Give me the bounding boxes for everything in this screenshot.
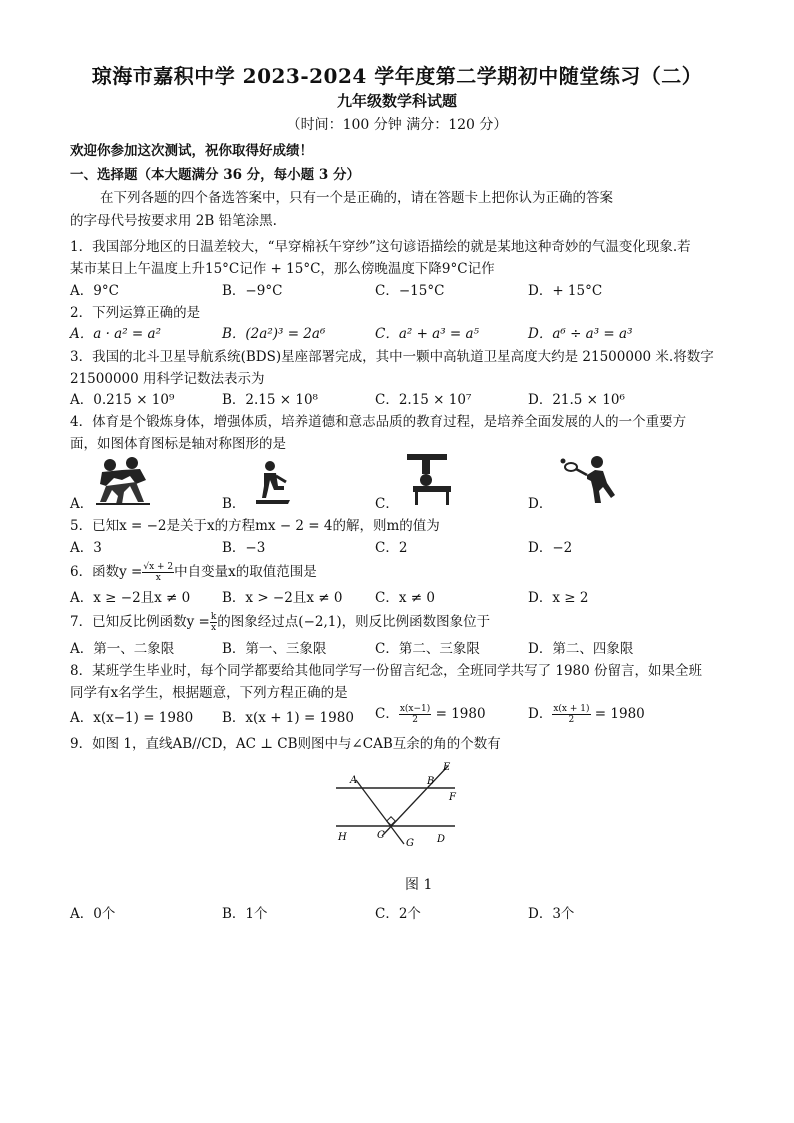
q9-option-a: A．0个 (70, 906, 116, 922)
q2-option-b: B．(2a²)³ = 2a⁶ (222, 326, 326, 342)
q1-stem-2: 某市某日上午温度上升15°C记作 + 15°C，那么傍晚温度下降9°C记作 (70, 261, 495, 277)
q1-stem-1: 1．我国部分地区的日温差较大，“早穿棉袄午穿纱”这句谚语描绘的就是某地这种奇妙的气温变化现象.若 (70, 239, 691, 255)
skiing-icon (252, 460, 292, 506)
q6-stem (70, 560, 317, 583)
label-g: G (406, 838, 414, 849)
welcome-line: 欢迎你参加这次测试，祝你取得好成绩！ (70, 143, 313, 159)
q3-option-b: B．2.15 × 10⁸ (222, 392, 318, 408)
q6-option-b: B．x > −2且x ≠ 0 (222, 590, 343, 606)
q5-option-a: A．3 (70, 540, 102, 556)
q1-option-a: A．9°C (70, 283, 119, 299)
q2-option-a: A．a · a² = a² (70, 326, 161, 342)
q8-option-b: B．x(x + 1) = 1980 (222, 710, 354, 726)
q5-option-b: B．−3 (222, 540, 266, 556)
q7-fraction-den: x (211, 623, 217, 633)
q3-option-a: A．0.215 × 10⁹ (70, 392, 175, 408)
q8-option-c-fraction (399, 704, 431, 725)
q8-option-d-num: x(x + 1) (553, 704, 590, 714)
exam-title: 琼海市嘉积中学 2023-2024 学年度第二学期初中随堂练习（二） (91, 64, 703, 88)
q8-stem-2: 同学有x名学生，根据题意，下列方程正确的是 (70, 685, 348, 701)
exam-subtitle: 九年级数学科试题 (336, 92, 457, 110)
q8-option-d-fraction (552, 704, 590, 725)
q6-option-c: C．x ≠ 0 (375, 590, 435, 606)
label-c: C (377, 830, 385, 841)
q7-stem-pre: 7．已知反比例函数y = (70, 614, 210, 630)
q6-stem-post: 中自变量x的取值范围是 (174, 564, 317, 580)
q2-stem: 2．下列运算正确的是 (70, 305, 201, 321)
q7-fraction-num: k (210, 612, 217, 622)
label-b: B (427, 776, 435, 787)
q8-stem-1: 8．某班学生毕业时，每个同学都要给其他同学写一份留言纪念，全班同学共写了 1980 份留言，如果全班 (70, 663, 703, 679)
time-info: （时间：100 分钟 满分：120 分） (286, 117, 508, 133)
q2-option-c: C．a² + a³ = a⁵ (375, 326, 479, 342)
q4-stem-1: 4．体育是个锻炼身体，增强体质，培养道德和意志品质的教育过程，是培养全面发展的人的一个重要方 (70, 414, 687, 430)
q8-option-c-num: x(x−1) (399, 704, 431, 714)
q9-option-d: D．3个 (528, 906, 575, 922)
q7-option-c: C．第二、三象限 (375, 641, 480, 657)
instruction-line-1: 在下列各题的四个备选答案中，只有一个是正确的，请在答题卡上把你认为正确的答案 (100, 190, 613, 206)
q6-stem-pre: 6．函数y = (70, 564, 143, 580)
label-f: F (449, 792, 456, 803)
badminton-icon (557, 455, 623, 505)
geometry-figure (330, 758, 460, 853)
q8-option-a: A．x(x−1) = 1980 (70, 710, 194, 726)
q7-option-a: A．第一、二象限 (70, 641, 175, 657)
q3-stem-1: 3．我国的北斗卫星导航系统(BDS)星座部署完成，其中一颗中高轨道卫星高度大约是 21500000 米.将数字 (70, 349, 714, 365)
q3-option-c: C．2.15 × 10⁷ (375, 392, 472, 408)
q4-option-d: D． (528, 496, 553, 512)
q4-option-c: C． (375, 496, 399, 512)
q4-option-a: A． (70, 496, 94, 512)
q5-option-c: C．2 (375, 540, 408, 556)
q8-option-d-den: 2 (568, 715, 575, 725)
q5-stem: 5．已知x = −2是关于x的方程mx − 2 = 4的解，则m的值为 (70, 518, 440, 534)
q1-option-d: D．+ 15°C (528, 283, 603, 299)
q3-stem-2: 21500000 用科学记数法表示为 (70, 371, 265, 387)
q6-option-d: D．x ≥ 2 (528, 590, 589, 606)
q7-stem-post: 的图象经过点(−2,1)，则反比例函数图象位于 (217, 614, 491, 630)
q7-option-b: B．第一、三象限 (222, 641, 327, 657)
q1-option-b: B．−9°C (222, 283, 283, 299)
q7-option-d: D．第二、四象限 (528, 641, 634, 657)
label-d: D (437, 834, 446, 845)
q8-option-d-post: = 1980 (594, 706, 645, 722)
q2-option-d: D．a⁶ ÷ a³ = a³ (528, 326, 633, 342)
q6-option-a: A．x ≥ −2且x ≠ 0 (70, 590, 191, 606)
instruction-line-2: 的字母代号按要求用 2B 铅笔涂黑. (70, 213, 277, 229)
q8-option-d (528, 702, 645, 725)
q8-option-c (375, 702, 486, 725)
q1-option-c: C．−15°C (375, 283, 445, 299)
label-a: A (350, 775, 358, 786)
q9-stem: 9．如图 1，直线AB//CD，AC ⊥ CB则图中与∠CAB互余的角的个数有 (70, 736, 501, 752)
q9-option-b: B．1个 (222, 906, 268, 922)
q4-stem-2: 面，如图体育图标是轴对称图形的是 (70, 436, 286, 452)
figure-caption: 图 1 (405, 877, 433, 893)
q6-fraction (142, 562, 174, 583)
q6-fraction-den: x (155, 573, 161, 583)
q4-option-b: B． (222, 496, 246, 512)
section-heading: 一、选择题（本大题满分 36 分，每小题 3 分） (70, 167, 360, 183)
label-h: H (338, 832, 347, 843)
vaulting-icon (405, 452, 457, 506)
q9-option-c: C．2个 (375, 906, 421, 922)
q8-option-d-pre: D． (528, 706, 553, 722)
wrestling-icon (92, 456, 154, 506)
q7-stem (70, 610, 490, 633)
q5-option-d: D．−2 (528, 540, 573, 556)
q6-fraction-num: √x + 2 (143, 562, 174, 572)
q8-option-c-post: = 1980 (435, 706, 486, 722)
q3-option-d: D．21.5 × 10⁶ (528, 392, 625, 408)
label-e: E (443, 762, 451, 773)
q8-option-c-pre: C． (375, 706, 399, 722)
q8-option-c-den: 2 (412, 715, 418, 725)
